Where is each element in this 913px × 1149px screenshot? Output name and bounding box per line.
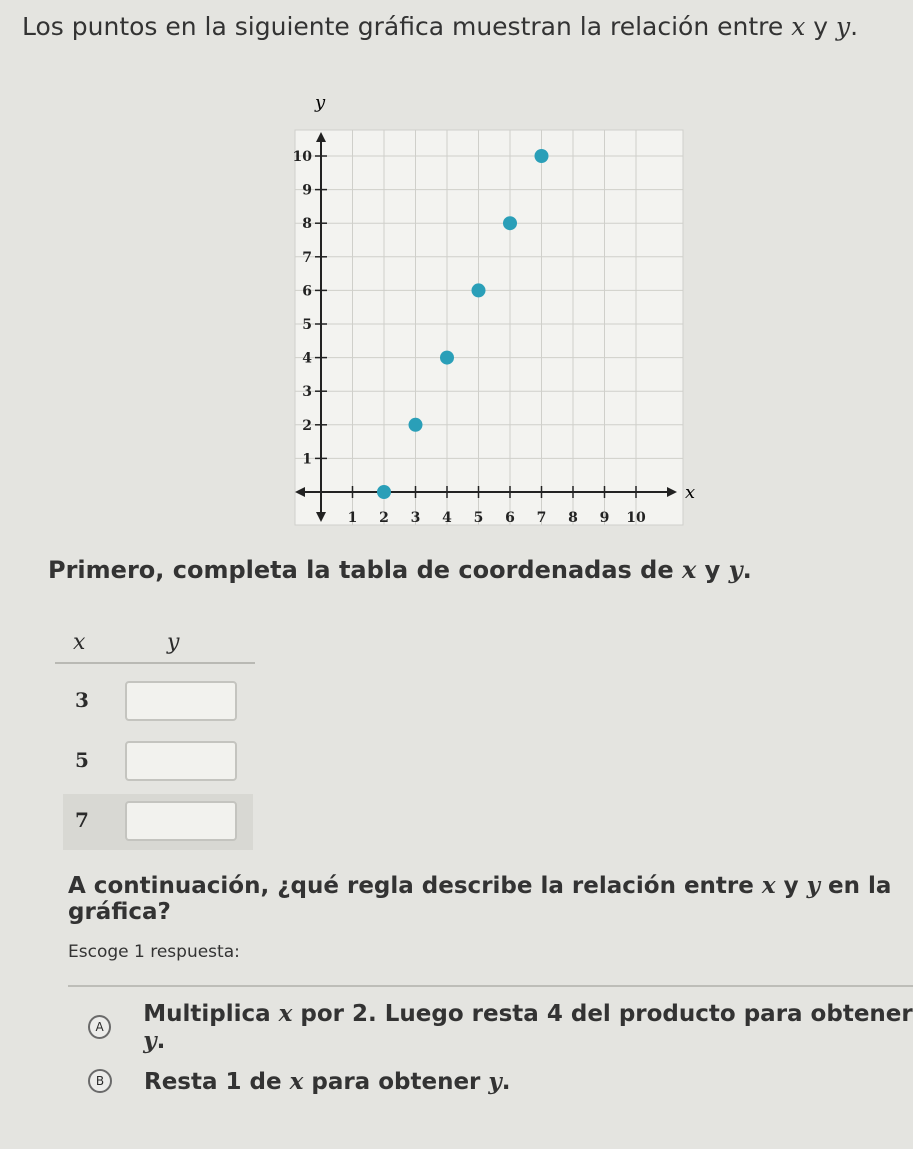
- question-1: Primero, completa la tabla de coordenadas de x y y.: [48, 555, 752, 584]
- option-b-letter: B: [88, 1069, 112, 1093]
- data-point: [440, 351, 454, 365]
- option-a-text: Multiplica x por 2. Luego resta 4 del producto para obtener y.: [143, 1000, 913, 1054]
- x-tick-label: 3: [410, 510, 421, 526]
- choose-label: Escoge 1 respuesta:: [68, 942, 240, 962]
- option-a[interactable]: [88, 1000, 913, 1054]
- y-tick-label: 10: [292, 149, 312, 165]
- scatter-graph: [265, 80, 705, 540]
- y-axis-label: y: [315, 92, 326, 113]
- y-input-row-2[interactable]: [125, 741, 237, 781]
- option-b[interactable]: [88, 1064, 511, 1098]
- data-point: [535, 149, 549, 163]
- row-x-value: 3: [75, 688, 89, 712]
- data-point: [472, 283, 486, 297]
- row-x-value: 5: [75, 748, 89, 772]
- table-row: [63, 674, 253, 730]
- table-header: [55, 630, 255, 664]
- y-tick-label: 3: [302, 384, 312, 401]
- intro-text: Los puntos en la siguiente gráfica muestran la relación entre x y y.: [22, 12, 859, 41]
- x-tick-label: 9: [599, 510, 610, 526]
- x-axis-label: x: [685, 482, 696, 503]
- coordinate-table: [55, 630, 255, 832]
- x-tick-label: 5: [473, 510, 484, 526]
- table-row: [63, 794, 253, 850]
- divider: [68, 985, 913, 987]
- x-tick-label: 7: [536, 510, 547, 526]
- y-tick-label: 4: [302, 350, 312, 367]
- question-2: A continuación, ¿qué regla describe la relación entre x y y en la gráfica?: [68, 872, 892, 925]
- y-tick-label: 7: [302, 249, 312, 266]
- x-tick-label: 10: [626, 510, 646, 526]
- x-tick-label: 6: [505, 510, 515, 526]
- x-tick-label: 8: [568, 510, 578, 526]
- x-tick-label: 4: [442, 510, 452, 526]
- y-tick-label: 6: [302, 283, 312, 300]
- var-y: y: [836, 12, 851, 41]
- y-tick-label: 9: [302, 182, 312, 199]
- y-tick-label: 2: [302, 417, 312, 434]
- y-input-row-3[interactable]: [125, 801, 237, 841]
- option-b-text: Resta 1 de x para obtener y.: [144, 1067, 511, 1095]
- x-tick-label: 1: [347, 510, 358, 526]
- y-tick-label: 5: [302, 317, 312, 333]
- header-x: x: [73, 630, 86, 655]
- data-point: [503, 216, 517, 230]
- var-x: x: [791, 12, 806, 41]
- row-x-value: 7: [75, 808, 89, 832]
- x-tick-label: 2: [379, 510, 389, 526]
- header-y: y: [167, 630, 180, 655]
- data-point: [409, 418, 423, 432]
- table-row: [63, 734, 253, 790]
- y-tick-label: 8: [302, 216, 312, 233]
- y-tick-label: 1: [302, 451, 312, 468]
- y-input-row-1[interactable]: [125, 681, 237, 721]
- option-a-letter: A: [88, 1015, 111, 1039]
- data-point: [377, 485, 391, 499]
